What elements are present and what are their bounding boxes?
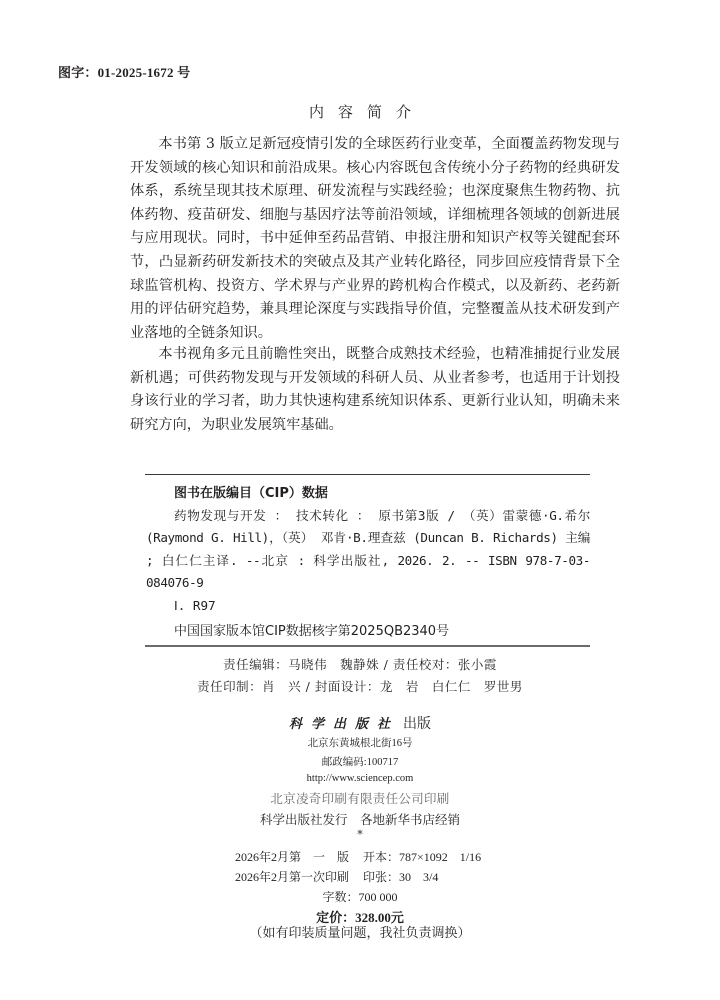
edition: 2026年2月第 一 版 bbox=[235, 850, 350, 864]
cip-record bbox=[146, 505, 590, 595]
word-count: 字数：700 000 bbox=[322, 890, 398, 904]
quality-notice: （如有印装质量问题，我社负责调换） bbox=[249, 926, 471, 941]
publisher-url: http://www.sciencep.com bbox=[306, 773, 414, 784]
intro-paragraph-2 bbox=[130, 343, 620, 437]
publisher-line bbox=[0, 713, 720, 733]
permit-number: 图字：01-2025-1672 号 bbox=[58, 65, 191, 80]
cip-bottom-rule bbox=[145, 645, 590, 647]
cip-record-text: 药物发现与开发 ： 技术转化 ： 原书第3版 / （英）雷蒙德·G.希尔 (Raymond G. Hill)，（英） 邓肯·B.理查兹 (Duncan B. Richards) 主编 ; 白仁仁主译. --北京 : 科学出版社, 2026. 2. -- ISBN 978-7-03-084076-9 bbox=[146, 508, 590, 591]
postal-code: 邮政编码:100717 bbox=[321, 757, 399, 768]
intro-paragraph-text: 本书第 3 版立足新冠疫情引发的全球医药行业变革，全面覆盖药物发现与开发领域的核心知识和前沿成果。核心内容既包含传统小分子药物的经典研发体系，系统呈现其技术原理、研发流程与实践经验；也深度聚焦生物药物、抗体药物、疫苗研发、细胞与基因疗法等前沿领域，详细梳理各领域的创新进展与应用现状。同时，书中延伸至药品营销、申报注册和知识产权等关键配套环节，凸显新药研发新技术的突破点及其产业转化路径，同步回应疫情背景下全球监管机构、投资方、学术界与产业界的跨机构合作模式，以及新药、老药新用的评估研究趋势，兼具理论深度与实践指导价值，完整覆盖从技术研发到产业落地的全链条知识。 bbox=[130, 136, 620, 341]
edition-line bbox=[235, 848, 481, 865]
cip-heading: 图书在版编目（CIP）数据 bbox=[174, 486, 328, 501]
cip-core-number: 中国国家版本馆CIP数据核字第2025QB2340号 bbox=[174, 624, 450, 639]
format: 开本：787×1092 1/16 bbox=[363, 850, 482, 864]
distribution: 科学出版社发行 各地新华书店经销 bbox=[259, 812, 460, 827]
publisher-logo: 科学出版社 bbox=[288, 717, 399, 732]
cip-top-rule bbox=[145, 474, 590, 475]
intro-paragraph-text: 本书视角多元且前瞻性突出，既整合成熟技术经验，也精准捕捉行业发展新机遇；可供药物发现与开发领域的科研人员、从业者参考，也适用于计划投身该行业的学习者，助力其快速构建系统知识体系、更新行业认知，明确未来研究方向，为职业发展筑牢基础。 bbox=[130, 346, 620, 433]
sheets: 印张：30 3/4 bbox=[363, 870, 439, 884]
production-credits: 责任印制：肖 兴 / 封面设计：龙 岩 白仁仁 罗世男 bbox=[197, 679, 523, 694]
cip-classification: Ⅰ. R97 bbox=[174, 598, 216, 613]
intro-paragraph-1 bbox=[130, 133, 620, 345]
editor-credits: 责任编辑：马晓伟 魏静姝 / 责任校对：张小霞 bbox=[223, 657, 497, 672]
separator-asterisk: * bbox=[357, 828, 363, 841]
section-title: 内容简介 bbox=[308, 103, 425, 121]
printing: 2026年2月第一次印刷 bbox=[235, 870, 350, 884]
printing-line bbox=[235, 868, 438, 885]
publisher-suffix: 出版 bbox=[403, 716, 431, 732]
printer: 北京凌奇印刷有限责任公司印刷 bbox=[270, 791, 450, 806]
publisher-address: 北京东黄城根北街16号 bbox=[307, 738, 413, 749]
price: 定价：328.00元 bbox=[316, 910, 404, 925]
